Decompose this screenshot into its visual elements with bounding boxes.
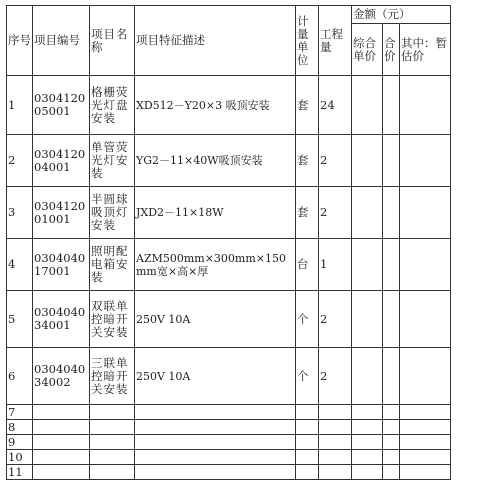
cell-code: 030404017001 — [33, 239, 90, 291]
cell-unit-price — [352, 405, 383, 420]
cell-name: 半圆球吸顶灯安装 — [90, 187, 135, 239]
header-code: 项目编号 — [33, 6, 90, 76]
cell-unit-price — [352, 435, 383, 450]
table-row — [7, 348, 451, 405]
cell-code: 030404034002 — [33, 348, 90, 405]
cell-qty: 24 — [319, 76, 352, 135]
cell-desc: 250V 10A — [135, 348, 296, 405]
cell-name — [90, 420, 135, 435]
table-row — [7, 135, 451, 187]
cell-estimate — [400, 291, 451, 348]
table-row — [7, 465, 451, 480]
cell-qty — [319, 465, 352, 480]
cell-name: 格栅荧光灯盘安装 — [90, 76, 135, 135]
cell-qty: 2 — [319, 291, 352, 348]
cell-unit-price — [352, 76, 383, 135]
cell-qty — [319, 420, 352, 435]
cell-desc: JXD2－11×18W — [135, 187, 296, 239]
cell-qty — [319, 450, 352, 465]
cell-estimate — [400, 135, 451, 187]
cell-desc: YG2－11×40W吸顶安装 — [135, 135, 296, 187]
cell-code: 030404034001 — [33, 291, 90, 348]
cell-name: 三联单控暗开关安装 — [90, 348, 135, 405]
cell-estimate — [400, 465, 451, 480]
cell-unit: 个 — [296, 348, 319, 405]
cell-unit — [296, 435, 319, 450]
cell-seq: 7 — [7, 405, 33, 420]
header-row-1 — [7, 6, 451, 24]
table-row — [7, 435, 451, 450]
cell-unit-price — [352, 465, 383, 480]
table-row — [7, 291, 451, 348]
cell-code — [33, 435, 90, 450]
cell-qty: 2 — [319, 187, 352, 239]
quantities-table — [6, 5, 451, 480]
cell-desc — [135, 420, 296, 435]
header-estimate: 其中：暂估价 — [400, 24, 451, 76]
cell-unit: 套 — [296, 76, 319, 135]
cell-desc — [135, 435, 296, 450]
cell-code: 030412005001 — [33, 76, 90, 135]
cell-qty — [319, 405, 352, 420]
cell-unit — [296, 450, 319, 465]
cell-desc — [135, 450, 296, 465]
cell-unit — [296, 405, 319, 420]
cell-name — [90, 450, 135, 465]
table-row — [7, 76, 451, 135]
bill-of-quantities-sheet — [6, 5, 451, 480]
cell-unit-price — [352, 348, 383, 405]
cell-unit — [296, 420, 319, 435]
cell-estimate — [400, 239, 451, 291]
cell-code — [33, 420, 90, 435]
cell-estimate — [400, 405, 451, 420]
cell-qty: 1 — [319, 239, 352, 291]
table-row — [7, 239, 451, 291]
cell-code — [33, 405, 90, 420]
cell-total-price — [383, 291, 400, 348]
cell-code: 030412001001 — [33, 187, 90, 239]
cell-total-price — [383, 76, 400, 135]
header-amount: 金额（元） — [352, 6, 451, 24]
table-row — [7, 405, 451, 420]
cell-unit-price — [352, 135, 383, 187]
cell-total-price — [383, 405, 400, 420]
cell-desc — [135, 465, 296, 480]
cell-total-price — [383, 435, 400, 450]
cell-unit-price — [352, 239, 383, 291]
cell-desc: XD512－Y20×3 吸顶安装 — [135, 76, 296, 135]
cell-estimate — [400, 76, 451, 135]
cell-seq: 5 — [7, 291, 33, 348]
cell-unit: 个 — [296, 291, 319, 348]
cell-seq: 3 — [7, 187, 33, 239]
cell-seq: 8 — [7, 420, 33, 435]
cell-estimate — [400, 420, 451, 435]
cell-code — [33, 465, 90, 480]
cell-desc: AZM500mm×300mm×150mm宽×高×厚 — [135, 239, 296, 291]
table-body — [7, 76, 451, 480]
cell-desc — [135, 405, 296, 420]
cell-estimate — [400, 348, 451, 405]
header-qty: 工程量 — [319, 6, 352, 76]
cell-total-price — [383, 187, 400, 239]
cell-total-price — [383, 465, 400, 480]
header-unit: 计量单位 — [296, 6, 319, 76]
cell-estimate — [400, 187, 451, 239]
cell-unit — [296, 465, 319, 480]
header-seq: 序号 — [7, 6, 33, 76]
cell-qty: 2 — [319, 348, 352, 405]
header-unit-price: 综合单价 — [352, 24, 383, 76]
cell-seq: 2 — [7, 135, 33, 187]
cell-seq: 6 — [7, 348, 33, 405]
cell-unit: 套 — [296, 187, 319, 239]
cell-total-price — [383, 239, 400, 291]
cell-total-price — [383, 135, 400, 187]
cell-unit-price — [352, 187, 383, 239]
table-row — [7, 420, 451, 435]
cell-name — [90, 465, 135, 480]
cell-estimate — [400, 450, 451, 465]
cell-unit-price — [352, 291, 383, 348]
cell-desc: 250V 10A — [135, 291, 296, 348]
cell-qty: 2 — [319, 135, 352, 187]
cell-name — [90, 435, 135, 450]
cell-total-price — [383, 420, 400, 435]
cell-total-price — [383, 450, 400, 465]
cell-unit-price — [352, 450, 383, 465]
cell-qty — [319, 435, 352, 450]
cell-name: 单管荧光灯安装 — [90, 135, 135, 187]
cell-seq: 10 — [7, 450, 33, 465]
header-total-price: 合价 — [383, 24, 400, 76]
table-row — [7, 450, 451, 465]
cell-unit: 台 — [296, 239, 319, 291]
cell-name — [90, 405, 135, 420]
cell-code — [33, 450, 90, 465]
cell-seq: 4 — [7, 239, 33, 291]
cell-unit: 套 — [296, 135, 319, 187]
cell-unit-price — [352, 420, 383, 435]
header-desc: 项目特征描述 — [135, 6, 296, 76]
cell-total-price — [383, 348, 400, 405]
cell-name: 照明配电箱安装 — [90, 239, 135, 291]
cell-estimate — [400, 435, 451, 450]
cell-seq: 9 — [7, 435, 33, 450]
header-name: 项目名称 — [90, 6, 135, 76]
cell-name: 双联单控暗开关安装 — [90, 291, 135, 348]
cell-code: 030412004001 — [33, 135, 90, 187]
cell-seq: 11 — [7, 465, 33, 480]
cell-seq: 1 — [7, 76, 33, 135]
table-row — [7, 187, 451, 239]
